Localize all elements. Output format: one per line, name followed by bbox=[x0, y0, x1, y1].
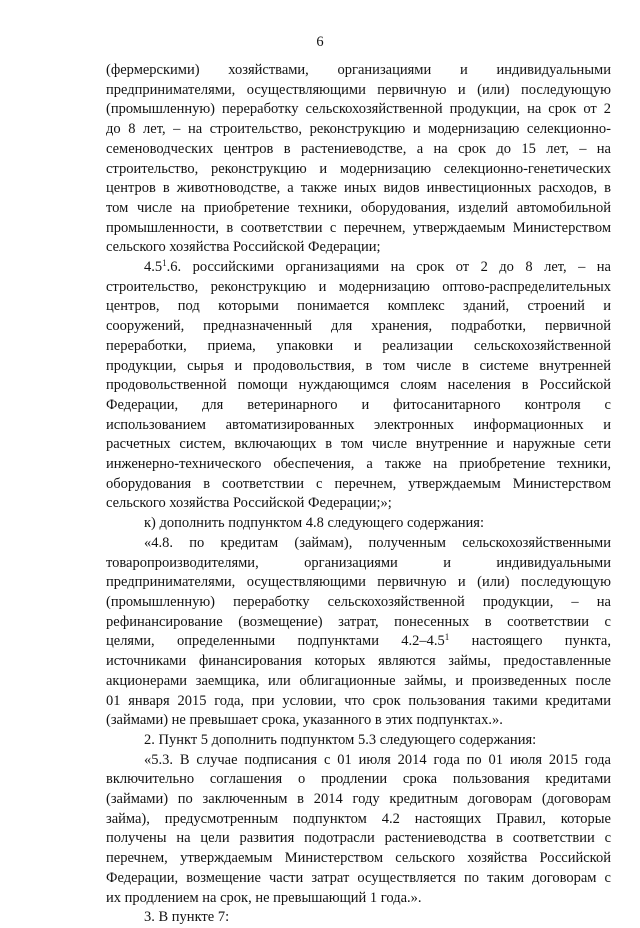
text-line: (промышленную) переработку сельскохозяйственной продукции, на срок от 2 bbox=[106, 101, 611, 118]
paragraph-4-8 bbox=[106, 534, 611, 731]
superscript: 1 bbox=[162, 258, 167, 269]
text-line: «5.3. В случае подписания с 01 июля 2014 года по 01 июля 2015 года bbox=[144, 751, 611, 768]
text-line: семеноводческих центров в растениеводстве, а на срок до 15 лет, – на bbox=[106, 140, 611, 157]
text-line: сельского хозяйства Российской Федерации; bbox=[106, 239, 381, 256]
paragraph-item-3 bbox=[106, 908, 611, 928]
text-line: 3. В пункте 7: bbox=[144, 909, 230, 926]
text-line: (займами) не превышает срока, указанного в этих подпунктах.». bbox=[106, 712, 503, 729]
text-line: промышленности, в соответствии с перечнем, утверждаемым Министерством bbox=[106, 219, 611, 236]
text-line: продовольственной помощи нуждающимся слоям населения в Российской bbox=[106, 377, 611, 394]
text-line: товаропроизводителями, организациями и индивидуальными bbox=[106, 554, 611, 571]
text-line: (промышленную) переработку сельскохозяйственной продукции, – на bbox=[106, 593, 611, 610]
text-line: Федерации, для ветеринарного и фитосанитарного контроля с bbox=[106, 396, 611, 413]
paragraph-continuation bbox=[106, 61, 611, 258]
text-line: инженерно-технического обеспечения, а также на приобретение техники, bbox=[106, 456, 611, 473]
text-line: использованием автоматизированных электронных информационных и bbox=[106, 416, 611, 433]
superscript: 1 bbox=[444, 632, 450, 643]
text-line: 01 января 2015 года, при условии, что срок пользования такими кредитами bbox=[106, 692, 611, 709]
page-number: 6 bbox=[316, 34, 324, 50]
text-line: Федерации, возмещение части затрат осуществляется по таким договорам с bbox=[106, 869, 611, 886]
clause-text: настоящего пункта, bbox=[449, 633, 611, 650]
text-line: сельского хозяйства Российской Федерации;»; bbox=[106, 495, 392, 512]
text-line: том числе на приобретение техники, оборудования, изделий автомобильной bbox=[106, 199, 611, 216]
text-line bbox=[106, 632, 611, 652]
text-line: акционерами заемщика, или облигационные займы, и произведенных после bbox=[106, 672, 611, 689]
text-line: (займами) по заключенным в 2014 году кредитным договорам (договорам bbox=[106, 791, 611, 808]
clause-number: 4.5 bbox=[144, 259, 163, 276]
text-line: сооружений, предназначенный для хранения, подработки, первичной bbox=[106, 318, 611, 335]
document-body bbox=[106, 61, 611, 928]
text-line: источниками финансирования которых являются займы, предоставленные bbox=[106, 653, 611, 670]
text-line: 2. Пункт 5 дополнить подпунктом 5.3 следующего содержания: bbox=[144, 731, 537, 748]
paragraph-4-5-1-6 bbox=[106, 258, 611, 514]
text-line: предпринимателями, осуществляющими первичную и (или) последующую bbox=[106, 574, 611, 591]
text-line: до 8 лет, – на строительство, реконструкцию и модернизацию селекционно- bbox=[106, 121, 611, 138]
text-line: строительство, реконструкцию и модернизацию оптово-распределительных bbox=[106, 278, 611, 295]
text-line: оборудования в соответствии с перечнем, утверждаемым Министерством bbox=[106, 475, 611, 492]
text-line: строительство, реконструкцию и модернизацию селекционно-генетических bbox=[106, 160, 611, 177]
text-line: рефинансирование (возмещение) затрат, понесенных в соответствии с bbox=[106, 613, 611, 630]
text-line: центров, под которыми понимается комплекс зданий, строений и bbox=[106, 298, 611, 315]
text-line: получены на цели развития подотрасли растениеводства в соответствии с bbox=[106, 830, 611, 847]
text-line: центров в животноводстве, а также иных видов инвестиционных расходов, в bbox=[106, 180, 611, 197]
text-line: (фермерскими) хозяйствами, организациями и индивидуальными bbox=[106, 62, 611, 78]
text-line: переработки, приема, упаковки и реализации сельскохозяйственной bbox=[106, 337, 611, 354]
text-line: их продлением на срок, не превышающий 1 года.». bbox=[106, 889, 422, 906]
text-line: займа), предусмотренным подпунктом 4.2 настоящих Правил, которые bbox=[106, 810, 611, 827]
paragraph-item-2 bbox=[106, 731, 611, 751]
text-line: предпринимателями, осуществляющими первичную и (или) последующую bbox=[106, 81, 611, 98]
text-line bbox=[106, 258, 611, 278]
clause-text: .6. российскими организациями на срок от 2 до 8 лет, – на bbox=[166, 259, 611, 276]
text-line: к) дополнить подпунктом 4.8 следующего содержания: bbox=[144, 515, 484, 532]
text-line: «4.8. по кредитам (займам), полученным сельскохозяйственными bbox=[144, 534, 611, 551]
clause-text: целями, определенными подпунктами 4.2–4.5 bbox=[106, 633, 445, 650]
paragraph-5-3 bbox=[106, 751, 611, 909]
text-line: перечнем, утверждаемым Министерством сельского хозяйства Российской bbox=[106, 850, 611, 867]
text-line: продукции, сырья и продовольствия, в том числе в системе внутренней bbox=[106, 357, 611, 374]
text-line: включительно соглашения о продлении срока пользования кредитами bbox=[106, 771, 611, 788]
paragraph-k bbox=[106, 514, 611, 534]
text-line: расчетных систем, включающих в том числе внутренние и наружные сети bbox=[106, 436, 611, 453]
